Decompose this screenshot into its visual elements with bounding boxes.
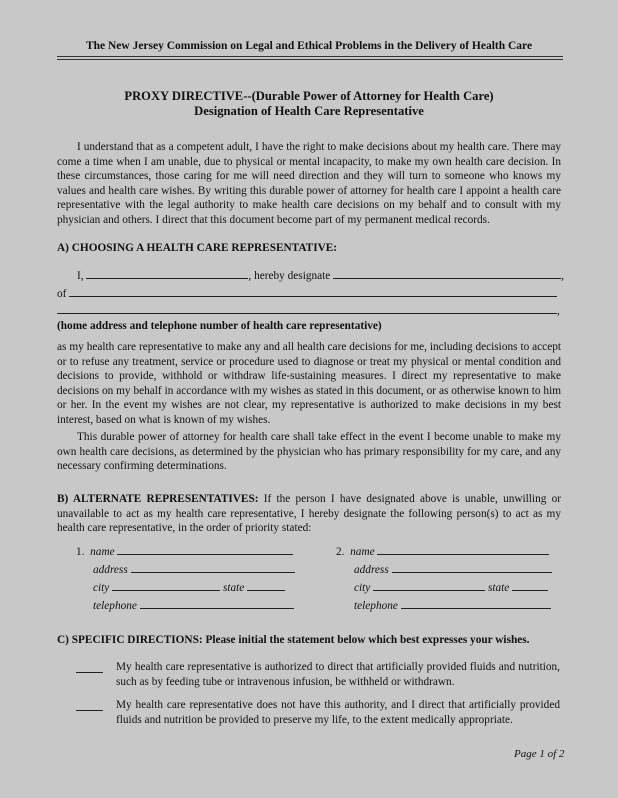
rep2-state-field[interactable] [512, 580, 548, 591]
rep2-city-field[interactable] [373, 580, 485, 591]
rep2-address-row [354, 562, 552, 576]
rep1-number: 1. [76, 546, 85, 558]
rep1-name-field[interactable] [117, 544, 293, 555]
section-b-paragraph [57, 492, 561, 536]
rep1-city-row [93, 580, 285, 594]
rep2-telephone-label: telephone [354, 600, 398, 612]
rep1-state-label: state [222, 582, 245, 594]
document-subtitle: Designation of Health Care Representative [194, 104, 424, 118]
page-number: Page 1 of 2 [514, 748, 565, 760]
of-label: of [57, 288, 67, 300]
rep1-telephone-label: telephone [93, 600, 137, 612]
option1-initial-field[interactable] [76, 662, 103, 673]
representative-address-field[interactable] [69, 286, 557, 297]
i-label: I, [77, 270, 84, 282]
option1-text: My health care representative is authorized to direct that artificially provided fluids and nutrition, such as by feeding tube or intravenous infusion, be withheld or withdrawn. [116, 661, 560, 688]
rep2-name-label: name [350, 546, 375, 558]
option2-initial-field[interactable] [76, 700, 103, 711]
rep1-city-field[interactable] [112, 580, 220, 591]
document-title: PROXY DIRECTIVE--(Durable Power of Attorney for Health Care) [124, 89, 494, 103]
rep2-number: 2. [336, 546, 345, 558]
rep1-name-label: name [90, 546, 115, 558]
header-rule-bottom [57, 59, 563, 60]
commission-header: The New Jersey Commission on Legal and Ethical Problems in the Delivery of Health Care [85, 40, 533, 52]
address-caption: (home address and telephone number of health care representative) [57, 320, 382, 332]
rep2-address-label: address [354, 564, 389, 576]
rep2-city-row [354, 580, 548, 594]
address-line-2: , [57, 303, 560, 317]
designation-line: I, , hereby designate , [77, 270, 564, 282]
rep1-state-field[interactable] [247, 580, 285, 591]
section-b-text: If the person I have designated above is unable, unwilling or unavailable to act as my health care representative, I hereby designate the following person(s) to act as my health care representative, in the order of priority stated: [57, 493, 562, 534]
header-rule-top [57, 56, 563, 57]
rep2-name-field[interactable] [377, 544, 549, 555]
section-a-paragraph-2: This durable power of attorney for health care shall take effect in the event I become unable to make my own health care decisions, as determined by the physician who has primary responsibility for my care, and any necessary confirming determinations. [57, 431, 561, 472]
principal-name-field[interactable] [86, 268, 248, 279]
representative-address-field-2[interactable] [57, 303, 557, 314]
rep1-address-row [93, 562, 295, 576]
option2-text: My health care representative does not have this authority, and I direct that artificially provided fluids and nutrition be provided to preserve my life, to the extent medically appropriate. [116, 699, 560, 726]
section-a-heading: A) CHOOSING A HEALTH CARE REPRESENTATIVE: [57, 242, 338, 254]
rep2-address-field[interactable] [392, 562, 552, 573]
designate-label: , hereby designate [248, 270, 331, 282]
rep2-state-label: state [487, 582, 510, 594]
representative-name-field[interactable] [333, 268, 561, 279]
section-b-heading: B) ALTERNATE REPRESENTATIVES: [57, 493, 259, 505]
rep1-telephone-field[interactable] [140, 598, 294, 609]
rep2-city-label: city [354, 582, 371, 594]
section-a-paragraph-1: as my health care representative to make any and all health care decisions for me, including decisions to accept or to refuse any treatment, service or procedure used to diagnose or treat my physical or mental condition and decisions to provide, withhold or withdraw life-sustaining measures. I direct my representative to make decisions on my behalf in accordance with my wishes as stated in this document, or as otherwise known to him or her. In the event my wishes are not clear, my representative is authorized to make decisions in my best interest, based on what is known of my wishes. [57, 341, 561, 426]
rep2-name-row [336, 544, 549, 558]
rep2-telephone-row [354, 598, 551, 612]
of-line [57, 286, 557, 300]
rep1-address-label: address [93, 564, 128, 576]
rep1-address-field[interactable] [131, 562, 295, 573]
rep1-telephone-row [93, 598, 294, 612]
section-c-heading: C) SPECIFIC DIRECTIONS: Please initial the statement below which best expresses your wishes. [57, 634, 530, 646]
intro-paragraph: I understand that as a competent adult, I have the right to make decisions about my health care. There may come a time when I am unable, due to physical or mental incapacity, to make my own health care decision. In these circumstances, those caring for me will need direction and they will turn to someone who knows my values and health care wishes. By writing this durable power of attorney for health care I appoint a health care representative with the legal authority to make health care decisions on my behalf and to consult with my physician and others. I direct that this document become part of my permanent medical records. [57, 141, 561, 226]
rep1-name-row [76, 544, 293, 558]
rep2-telephone-field[interactable] [401, 598, 551, 609]
rep1-city-label: city [93, 582, 110, 594]
